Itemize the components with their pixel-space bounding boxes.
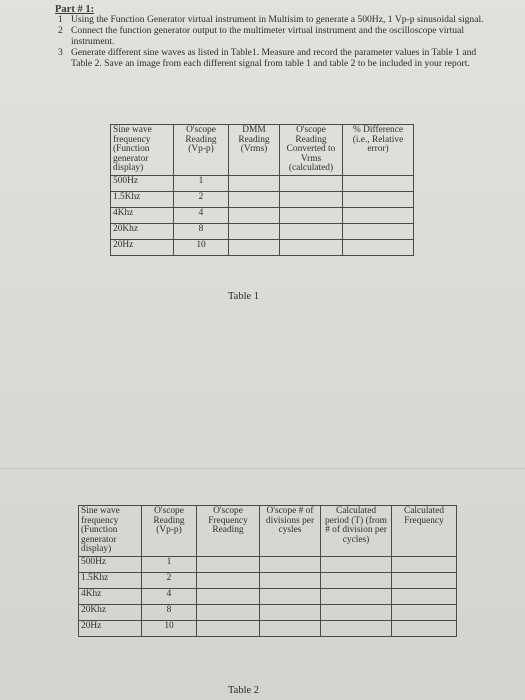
table-row [79, 588, 457, 604]
table-cell: 8 [142, 604, 197, 620]
table-cell[interactable] [197, 588, 260, 604]
table2-header-calc-period: Calculated period (T) (from # of division per cycles) [321, 506, 392, 557]
table-cell: 4Khz [79, 588, 142, 604]
table-cell[interactable] [392, 620, 457, 636]
table-cell[interactable] [260, 604, 321, 620]
instruction-step [58, 25, 488, 47]
table-cell[interactable] [392, 572, 457, 588]
step-number: 1 [58, 14, 63, 25]
table-cell[interactable] [392, 604, 457, 620]
table-cell[interactable] [321, 588, 392, 604]
table-cell: 500Hz [111, 175, 174, 191]
table-cell: 8 [174, 223, 229, 239]
table-cell: 20Hz [111, 239, 174, 255]
table-cell[interactable] [197, 556, 260, 572]
step-number: 2 [58, 25, 63, 36]
table-cell[interactable] [280, 223, 343, 239]
table-cell: 1 [174, 175, 229, 191]
table-cell: 4 [142, 588, 197, 604]
paper-fold-line [0, 468, 525, 469]
instruction-list [58, 14, 488, 69]
table-cell[interactable] [229, 207, 280, 223]
table-cell: 1.5Khz [111, 191, 174, 207]
table-cell[interactable] [260, 572, 321, 588]
table-cell[interactable] [321, 620, 392, 636]
table-cell[interactable] [229, 239, 280, 255]
table-row [111, 191, 414, 207]
table-cell[interactable] [343, 239, 414, 255]
table1-header-difference: % Difference (i.e., Relative error) [343, 125, 414, 176]
table-row [111, 175, 414, 191]
table1-header-scope-vrms: O'scope Reading Converted to Vrms (calculated) [280, 125, 343, 176]
table-cell[interactable] [260, 588, 321, 604]
table-cell: 500Hz [79, 556, 142, 572]
table2-header-divisions: O'scope # of divisions per cysles [260, 506, 321, 557]
table2-caption: Table 2 [228, 685, 260, 696]
table-2 [78, 505, 457, 637]
table-cell[interactable] [280, 175, 343, 191]
table-cell[interactable] [229, 175, 280, 191]
table-cell: 4 [174, 207, 229, 223]
table-cell[interactable] [392, 556, 457, 572]
table-cell[interactable] [343, 207, 414, 223]
instruction-step [58, 14, 488, 25]
step-text: Using the Function Generator virtual instrument in Multisim to generate a 500Hz, 1 Vp-p sinusoidal signal. [71, 14, 484, 25]
table-1 [110, 124, 414, 256]
table-cell: 10 [142, 620, 197, 636]
table-row [79, 572, 457, 588]
step-text: Generate different sine waves as listed in Table1. Measure and record the parameter values in Table 1 and Table 2. Save an image from each different signal from table 1 and table 2 to be included in your report. [71, 47, 477, 69]
step-text: Connect the function generator output to the multimeter virtual instrument and the oscilloscope virtual instrument. [71, 25, 464, 47]
table-row [79, 620, 457, 636]
table-row [79, 604, 457, 620]
table-cell[interactable] [321, 556, 392, 572]
table-cell[interactable] [260, 556, 321, 572]
table-cell[interactable] [343, 191, 414, 207]
table-cell: 20Khz [111, 223, 174, 239]
table-row [111, 207, 414, 223]
table-cell[interactable] [343, 175, 414, 191]
step-number: 3 [58, 47, 63, 58]
table-cell[interactable] [280, 207, 343, 223]
table2-header-scope-frequency: O'scope Frequency Reading [197, 506, 260, 557]
table1-header-frequency: Sine wave frequency (Function generator display) [111, 125, 174, 176]
table-cell[interactable] [280, 239, 343, 255]
table-cell[interactable] [321, 572, 392, 588]
table1-header-scope-vpp: O'scope Reading (Vp-p) [174, 125, 229, 176]
table-row [79, 556, 457, 572]
instruction-step [58, 47, 488, 69]
table-row [111, 239, 414, 255]
table2-header-calc-frequency: Calculated Frequency [392, 506, 457, 557]
table-cell[interactable] [197, 572, 260, 588]
table-cell: 4Khz [111, 207, 174, 223]
table-cell[interactable] [260, 620, 321, 636]
table2-header-frequency: Sine wave frequency (Function generator display) [79, 506, 142, 557]
table-cell: 1.5Khz [79, 572, 142, 588]
table-cell[interactable] [280, 191, 343, 207]
table-cell[interactable] [392, 588, 457, 604]
table-row [111, 223, 414, 239]
table-cell[interactable] [229, 191, 280, 207]
table-cell: 2 [174, 191, 229, 207]
table-cell[interactable] [197, 604, 260, 620]
table-cell: 20Hz [79, 620, 142, 636]
table-cell: 20Khz [79, 604, 142, 620]
part-title: Part # 1: [55, 4, 95, 15]
table-cell: 1 [142, 556, 197, 572]
table1-caption: Table 1 [228, 291, 260, 302]
table1-header-dmm-vrms: DMM Reading (Vrms) [229, 125, 280, 176]
table-cell[interactable] [229, 223, 280, 239]
table-cell[interactable] [321, 604, 392, 620]
table-cell: 10 [174, 239, 229, 255]
table-cell[interactable] [197, 620, 260, 636]
table-cell[interactable] [343, 223, 414, 239]
table2-header-scope-vpp: O'scope Reading (Vp-p) [142, 506, 197, 557]
table-cell: 2 [142, 572, 197, 588]
